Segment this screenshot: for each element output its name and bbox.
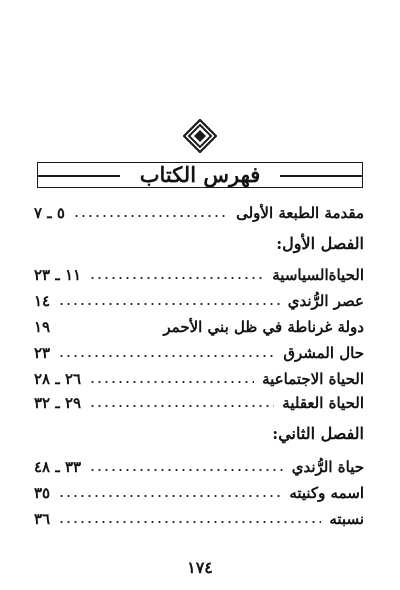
toc-entry-label: الحياة الاجتماعية xyxy=(262,370,364,388)
dot-leader xyxy=(58,495,281,497)
title-rule-left xyxy=(38,175,120,177)
toc-entry-pages: ٣٣ ـ ٤٨ xyxy=(34,458,82,476)
toc-entry-label: اسمه وكنيته xyxy=(289,484,364,502)
toc-entry-preface xyxy=(34,202,364,224)
toc-entry-label: حياة الرُّندي xyxy=(291,458,364,476)
toc-entry xyxy=(34,482,364,504)
toc-entry-label: نسبته xyxy=(329,510,364,528)
title-frame xyxy=(37,162,363,188)
toc-entry-label: عصر الرُّندي xyxy=(287,292,364,310)
page-title: فهرس الكتاب xyxy=(134,163,267,187)
page-number: ١٧٤ xyxy=(187,558,213,577)
chapter-heading-2: الفصل الثاني: xyxy=(272,424,364,443)
toc-entry-pages: ٣٦ xyxy=(34,510,51,528)
dot-leader xyxy=(58,329,155,331)
dot-leader xyxy=(89,469,284,471)
toc-entry-label: مقدمة الطبعة الأولى xyxy=(236,204,364,222)
toc-entry-label: حال المشرق xyxy=(283,344,364,362)
diamond-ornament-icon xyxy=(183,119,217,153)
toc-entry-label: دولة غرناطة في ظل بني الأحمر xyxy=(163,318,364,336)
toc-entry xyxy=(34,508,364,530)
toc-entry xyxy=(34,316,364,338)
toc-entry xyxy=(34,290,364,312)
toc-entry-pages: ٥ ـ ٧ xyxy=(34,204,65,222)
chapter-heading-1: الفصل الأول: xyxy=(276,234,364,253)
toc-entry xyxy=(34,264,364,286)
toc-entry-label: الحياةالسياسية xyxy=(272,266,364,284)
toc-entry-pages: ١٩ xyxy=(34,318,51,336)
toc-entry xyxy=(34,342,364,364)
toc-entry xyxy=(34,456,364,478)
toc-entry-pages: ٣٥ xyxy=(34,484,51,502)
toc-entry xyxy=(34,392,364,414)
toc-entry xyxy=(34,368,364,390)
title-rule-right xyxy=(280,175,362,177)
dot-leader xyxy=(89,381,254,383)
dot-leader xyxy=(73,215,228,217)
toc-entry-pages: ١١ ـ ٢٣ xyxy=(34,266,82,284)
toc-entry-pages: ١٤ xyxy=(34,292,51,310)
dot-leader xyxy=(89,277,264,279)
dot-leader xyxy=(58,521,321,523)
toc-entry-label: الحياة العقلية xyxy=(282,394,364,412)
dot-leader xyxy=(58,303,280,305)
dot-leader xyxy=(58,355,275,357)
toc-entry-pages: ٢٦ ـ ٢٨ xyxy=(34,370,82,388)
dot-leader xyxy=(89,405,274,407)
toc-entry-pages: ٢٣ xyxy=(34,344,51,362)
toc-entry-pages: ٢٩ ـ ٣٢ xyxy=(34,394,82,412)
